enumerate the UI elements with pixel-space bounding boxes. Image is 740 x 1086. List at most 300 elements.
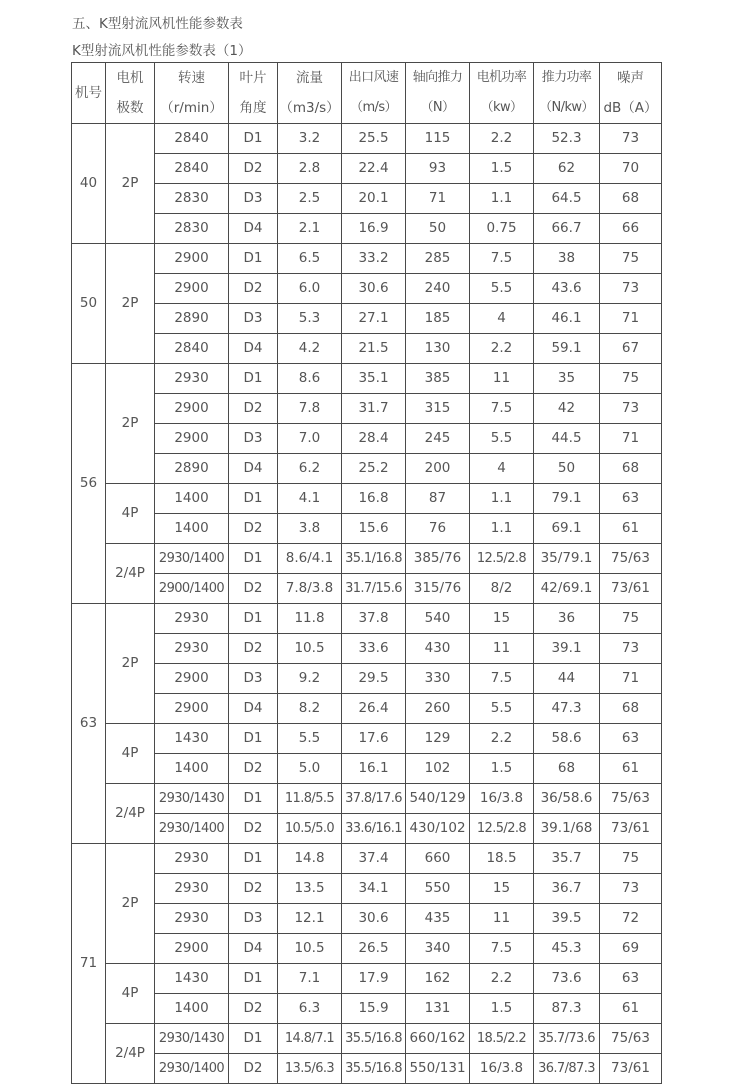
header-line: dB（A） xyxy=(603,100,658,116)
outlet-velocity-cell: 33.6/16.1 xyxy=(342,814,406,844)
thrust-power-cell: 39.5 xyxy=(534,904,600,934)
header-cell xyxy=(600,63,662,124)
flow-cell: 7.8 xyxy=(278,394,342,424)
outlet-velocity-cell: 25.5 xyxy=(342,124,406,154)
model-number-cell: 50 xyxy=(72,244,106,364)
noise-cell: 75 xyxy=(600,844,662,874)
motor-power-cell: 11 xyxy=(470,904,534,934)
axial-thrust-cell: 240 xyxy=(406,274,470,304)
blade-angle-cell: D4 xyxy=(229,454,278,484)
header-line: 电机功率 xyxy=(476,70,527,85)
flow-cell: 2.5 xyxy=(278,184,342,214)
noise-cell: 73 xyxy=(600,124,662,154)
axial-thrust-cell: 660/162 xyxy=(406,1024,470,1054)
table-row xyxy=(72,424,662,454)
motor-power-cell: 15 xyxy=(470,874,534,904)
header-cell xyxy=(106,63,155,124)
table-row xyxy=(72,754,662,784)
speed-cell: 2900 xyxy=(155,244,229,274)
speed-cell: 1400 xyxy=(155,484,229,514)
outlet-velocity-cell: 28.4 xyxy=(342,424,406,454)
motor-power-cell: 4 xyxy=(470,454,534,484)
flow-cell: 13.5 xyxy=(278,874,342,904)
axial-thrust-cell: 50 xyxy=(406,214,470,244)
axial-thrust-cell: 102 xyxy=(406,754,470,784)
thrust-power-cell: 46.1 xyxy=(534,304,600,334)
axial-thrust-cell: 71 xyxy=(406,184,470,214)
axial-thrust-cell: 430/102 xyxy=(406,814,470,844)
header-line: 推力功率 xyxy=(541,70,592,85)
header-line: 机号 xyxy=(75,85,102,101)
outlet-velocity-cell: 26.5 xyxy=(342,934,406,964)
outlet-velocity-cell: 34.1 xyxy=(342,874,406,904)
flow-cell: 6.2 xyxy=(278,454,342,484)
table-row xyxy=(72,214,662,244)
motor-power-cell: 1.1 xyxy=(470,184,534,214)
blade-angle-cell: D4 xyxy=(229,334,278,364)
speed-cell: 1400 xyxy=(155,514,229,544)
motor-power-cell: 16/3.8 xyxy=(470,784,534,814)
thrust-power-cell: 39.1/68 xyxy=(534,814,600,844)
noise-cell: 73/61 xyxy=(600,574,662,604)
header-line: 叶片 xyxy=(239,70,267,86)
flow-cell: 11.8 xyxy=(278,604,342,634)
thrust-power-cell: 43.6 xyxy=(534,274,600,304)
speed-cell: 1400 xyxy=(155,754,229,784)
axial-thrust-cell: 200 xyxy=(406,454,470,484)
table-row xyxy=(72,964,662,994)
thrust-power-cell: 58.6 xyxy=(534,724,600,754)
header-line: 出口风速 xyxy=(348,70,399,85)
speed-cell: 2930/1430 xyxy=(155,784,229,814)
outlet-velocity-cell: 17.9 xyxy=(342,964,406,994)
outlet-velocity-cell: 37.8 xyxy=(342,604,406,634)
table-row xyxy=(72,334,662,364)
noise-cell: 75 xyxy=(600,364,662,394)
noise-cell: 63 xyxy=(600,484,662,514)
outlet-velocity-cell: 22.4 xyxy=(342,154,406,184)
noise-cell: 66 xyxy=(600,214,662,244)
header-line: （m3/s） xyxy=(279,100,340,116)
motor-poles-cell: 2/4P xyxy=(106,1024,155,1084)
model-number-cell: 56 xyxy=(72,364,106,604)
thrust-power-cell: 36/58.6 xyxy=(534,784,600,814)
thrust-power-cell: 45.3 xyxy=(534,934,600,964)
axial-thrust-cell: 130 xyxy=(406,334,470,364)
blade-angle-cell: D1 xyxy=(229,964,278,994)
motor-poles-cell: 4P xyxy=(106,484,155,544)
flow-cell: 6.3 xyxy=(278,994,342,1024)
table-row xyxy=(72,1054,662,1084)
table-row xyxy=(72,784,662,814)
blade-angle-cell: D4 xyxy=(229,934,278,964)
motor-poles-cell: 2/4P xyxy=(106,784,155,844)
table-row xyxy=(72,664,662,694)
thrust-power-cell: 68 xyxy=(534,754,600,784)
flow-cell: 4.1 xyxy=(278,484,342,514)
noise-cell: 68 xyxy=(600,454,662,484)
blade-angle-cell: D2 xyxy=(229,394,278,424)
outlet-velocity-cell: 35.5/16.8 xyxy=(342,1054,406,1084)
header-line: 噪声 xyxy=(617,70,644,86)
outlet-velocity-cell: 35.1 xyxy=(342,364,406,394)
table-row xyxy=(72,844,662,874)
blade-angle-cell: D1 xyxy=(229,724,278,754)
noise-cell: 73 xyxy=(600,274,662,304)
motor-power-cell: 4 xyxy=(470,304,534,334)
motor-power-cell: 7.5 xyxy=(470,244,534,274)
outlet-velocity-cell: 25.2 xyxy=(342,454,406,484)
motor-power-cell: 2.2 xyxy=(470,334,534,364)
blade-angle-cell: D1 xyxy=(229,1024,278,1054)
blade-angle-cell: D1 xyxy=(229,604,278,634)
motor-poles-cell: 2P xyxy=(106,124,155,244)
motor-power-cell: 18.5 xyxy=(470,844,534,874)
blade-angle-cell: D2 xyxy=(229,1054,278,1084)
noise-cell: 75 xyxy=(600,604,662,634)
thrust-power-cell: 79.1 xyxy=(534,484,600,514)
outlet-velocity-cell: 30.6 xyxy=(342,274,406,304)
axial-thrust-cell: 385 xyxy=(406,364,470,394)
flow-cell: 10.5 xyxy=(278,634,342,664)
flow-cell: 7.1 xyxy=(278,964,342,994)
speed-cell: 2830 xyxy=(155,184,229,214)
noise-cell: 73/61 xyxy=(600,814,662,844)
table-row xyxy=(72,124,662,154)
table-row xyxy=(72,184,662,214)
table-row xyxy=(72,484,662,514)
noise-cell: 73 xyxy=(600,634,662,664)
flow-cell: 5.5 xyxy=(278,724,342,754)
axial-thrust-cell: 131 xyxy=(406,994,470,1024)
table-row xyxy=(72,604,662,634)
flow-cell: 6.5 xyxy=(278,244,342,274)
motor-power-cell: 7.5 xyxy=(470,934,534,964)
speed-cell: 2900 xyxy=(155,694,229,724)
axial-thrust-cell: 330 xyxy=(406,664,470,694)
noise-cell: 63 xyxy=(600,724,662,754)
thrust-power-cell: 35.7/73.6 xyxy=(534,1024,600,1054)
motor-power-cell: 1.1 xyxy=(470,484,534,514)
blade-angle-cell: D3 xyxy=(229,424,278,454)
thrust-power-cell: 47.3 xyxy=(534,694,600,724)
table-row xyxy=(72,274,662,304)
noise-cell: 68 xyxy=(600,694,662,724)
table-row xyxy=(72,304,662,334)
flow-cell: 7.0 xyxy=(278,424,342,454)
header-line: （r/min） xyxy=(160,100,223,116)
motor-power-cell: 16/3.8 xyxy=(470,1054,534,1084)
blade-angle-cell: D1 xyxy=(229,124,278,154)
axial-thrust-cell: 385/76 xyxy=(406,544,470,574)
table-row xyxy=(72,514,662,544)
axial-thrust-cell: 76 xyxy=(406,514,470,544)
noise-cell: 67 xyxy=(600,334,662,364)
speed-cell: 2930 xyxy=(155,634,229,664)
flow-cell: 10.5 xyxy=(278,934,342,964)
outlet-velocity-cell: 35.5/16.8 xyxy=(342,1024,406,1054)
motor-poles-cell: 4P xyxy=(106,724,155,784)
header-cell xyxy=(229,63,278,124)
table-row xyxy=(72,574,662,604)
motor-power-cell: 5.5 xyxy=(470,694,534,724)
speed-cell: 2930/1400 xyxy=(155,814,229,844)
speed-cell: 2900 xyxy=(155,424,229,454)
outlet-velocity-cell: 30.6 xyxy=(342,904,406,934)
axial-thrust-cell: 315 xyxy=(406,394,470,424)
thrust-power-cell: 42/69.1 xyxy=(534,574,600,604)
header-line: 电机 xyxy=(116,70,144,86)
thrust-power-cell: 35/79.1 xyxy=(534,544,600,574)
flow-cell: 11.8/5.5 xyxy=(278,784,342,814)
header-line: 轴向推力 xyxy=(412,70,463,85)
motor-power-cell: 2.2 xyxy=(470,964,534,994)
motor-power-cell: 18.5/2.2 xyxy=(470,1024,534,1054)
noise-cell: 70 xyxy=(600,154,662,184)
speed-cell: 2900 xyxy=(155,664,229,694)
header-row xyxy=(72,63,662,124)
header-cell xyxy=(534,63,600,124)
motor-power-cell: 7.5 xyxy=(470,664,534,694)
speed-cell: 2900 xyxy=(155,394,229,424)
speed-cell: 2840 xyxy=(155,334,229,364)
outlet-velocity-cell: 33.6 xyxy=(342,634,406,664)
speed-cell: 2840 xyxy=(155,124,229,154)
outlet-velocity-cell: 20.1 xyxy=(342,184,406,214)
speed-cell: 2900 xyxy=(155,274,229,304)
motor-poles-cell: 2/4P xyxy=(106,544,155,604)
table-row xyxy=(72,154,662,184)
axial-thrust-cell: 185 xyxy=(406,304,470,334)
thrust-power-cell: 36.7 xyxy=(534,874,600,904)
performance-table xyxy=(71,62,662,1084)
motor-power-cell: 0.75 xyxy=(470,214,534,244)
noise-cell: 71 xyxy=(600,304,662,334)
axial-thrust-cell: 162 xyxy=(406,964,470,994)
flow-cell: 5.3 xyxy=(278,304,342,334)
speed-cell: 2830 xyxy=(155,214,229,244)
thrust-power-cell: 50 xyxy=(534,454,600,484)
flow-cell: 12.1 xyxy=(278,904,342,934)
speed-cell: 1430 xyxy=(155,964,229,994)
axial-thrust-cell: 660 xyxy=(406,844,470,874)
header-line: （kw） xyxy=(480,100,523,115)
speed-cell: 2900 xyxy=(155,934,229,964)
speed-cell: 2930 xyxy=(155,904,229,934)
noise-cell: 73/61 xyxy=(600,1054,662,1084)
section-title: 五、K型射流风机性能参数表 xyxy=(72,16,243,32)
header-cell xyxy=(155,63,229,124)
motor-power-cell: 2.2 xyxy=(470,724,534,754)
axial-thrust-cell: 340 xyxy=(406,934,470,964)
model-number-cell: 63 xyxy=(72,604,106,844)
table-row xyxy=(72,994,662,1024)
outlet-velocity-cell: 17.6 xyxy=(342,724,406,754)
motor-poles-cell: 2P xyxy=(106,364,155,484)
noise-cell: 68 xyxy=(600,184,662,214)
flow-cell: 2.8 xyxy=(278,154,342,184)
blade-angle-cell: D1 xyxy=(229,844,278,874)
noise-cell: 72 xyxy=(600,904,662,934)
model-number-cell: 40 xyxy=(72,124,106,244)
motor-poles-cell: 2P xyxy=(106,604,155,724)
outlet-velocity-cell: 35.1/16.8 xyxy=(342,544,406,574)
outlet-velocity-cell: 29.5 xyxy=(342,664,406,694)
noise-cell: 75/63 xyxy=(600,784,662,814)
axial-thrust-cell: 285 xyxy=(406,244,470,274)
thrust-power-cell: 87.3 xyxy=(534,994,600,1024)
header-line: （N/kw） xyxy=(539,100,594,115)
speed-cell: 2900/1400 xyxy=(155,574,229,604)
axial-thrust-cell: 129 xyxy=(406,724,470,754)
thrust-power-cell: 38 xyxy=(534,244,600,274)
blade-angle-cell: D2 xyxy=(229,814,278,844)
outlet-velocity-cell: 37.4 xyxy=(342,844,406,874)
axial-thrust-cell: 315/76 xyxy=(406,574,470,604)
thrust-power-cell: 66.7 xyxy=(534,214,600,244)
axial-thrust-cell: 93 xyxy=(406,154,470,184)
header-cell xyxy=(406,63,470,124)
flow-cell: 2.1 xyxy=(278,214,342,244)
flow-cell: 3.8 xyxy=(278,514,342,544)
outlet-velocity-cell: 16.9 xyxy=(342,214,406,244)
outlet-velocity-cell: 16.8 xyxy=(342,484,406,514)
header-line: （m/s） xyxy=(350,100,397,115)
table-row xyxy=(72,244,662,274)
speed-cell: 2930 xyxy=(155,604,229,634)
noise-cell: 61 xyxy=(600,754,662,784)
noise-cell: 69 xyxy=(600,934,662,964)
motor-power-cell: 15 xyxy=(470,604,534,634)
table-row xyxy=(72,814,662,844)
thrust-power-cell: 69.1 xyxy=(534,514,600,544)
model-number-cell: 71 xyxy=(72,844,106,1084)
table-row xyxy=(72,394,662,424)
noise-cell: 73 xyxy=(600,874,662,904)
header-line: 角度 xyxy=(239,100,267,116)
outlet-velocity-cell: 27.1 xyxy=(342,304,406,334)
flow-cell: 3.2 xyxy=(278,124,342,154)
speed-cell: 2890 xyxy=(155,304,229,334)
thrust-power-cell: 52.3 xyxy=(534,124,600,154)
speed-cell: 2840 xyxy=(155,154,229,184)
header-line: 转速 xyxy=(178,70,205,86)
noise-cell: 75 xyxy=(600,244,662,274)
motor-power-cell: 11 xyxy=(470,364,534,394)
outlet-velocity-cell: 21.5 xyxy=(342,334,406,364)
blade-angle-cell: D1 xyxy=(229,484,278,514)
flow-cell: 5.0 xyxy=(278,754,342,784)
blade-angle-cell: D2 xyxy=(229,154,278,184)
outlet-velocity-cell: 26.4 xyxy=(342,694,406,724)
motor-power-cell: 7.5 xyxy=(470,394,534,424)
flow-cell: 14.8/7.1 xyxy=(278,1024,342,1054)
noise-cell: 75/63 xyxy=(600,1024,662,1054)
motor-power-cell: 11 xyxy=(470,634,534,664)
noise-cell: 61 xyxy=(600,514,662,544)
thrust-power-cell: 36.7/87.3 xyxy=(534,1054,600,1084)
blade-angle-cell: D4 xyxy=(229,214,278,244)
axial-thrust-cell: 260 xyxy=(406,694,470,724)
speed-cell: 2930 xyxy=(155,874,229,904)
flow-cell: 13.5/6.3 xyxy=(278,1054,342,1084)
motor-poles-cell: 2P xyxy=(106,244,155,364)
blade-angle-cell: D2 xyxy=(229,994,278,1024)
motor-power-cell: 1.5 xyxy=(470,994,534,1024)
flow-cell: 14.8 xyxy=(278,844,342,874)
motor-power-cell: 5.5 xyxy=(470,274,534,304)
thrust-power-cell: 59.1 xyxy=(534,334,600,364)
blade-angle-cell: D3 xyxy=(229,904,278,934)
outlet-velocity-cell: 16.1 xyxy=(342,754,406,784)
blade-angle-cell: D1 xyxy=(229,364,278,394)
noise-cell: 71 xyxy=(600,664,662,694)
table-row xyxy=(72,1024,662,1054)
table-row xyxy=(72,634,662,664)
thrust-power-cell: 44 xyxy=(534,664,600,694)
table-row xyxy=(72,544,662,574)
thrust-power-cell: 42 xyxy=(534,394,600,424)
thrust-power-cell: 73.6 xyxy=(534,964,600,994)
blade-angle-cell: D2 xyxy=(229,274,278,304)
blade-angle-cell: D1 xyxy=(229,244,278,274)
header-cell xyxy=(342,63,406,124)
motor-power-cell: 1.5 xyxy=(470,154,534,184)
thrust-power-cell: 39.1 xyxy=(534,634,600,664)
thrust-power-cell: 35.7 xyxy=(534,844,600,874)
header-line: 极数 xyxy=(116,100,144,116)
axial-thrust-cell: 550 xyxy=(406,874,470,904)
flow-cell: 4.2 xyxy=(278,334,342,364)
axial-thrust-cell: 540/129 xyxy=(406,784,470,814)
speed-cell: 2930/1400 xyxy=(155,1054,229,1084)
outlet-velocity-cell: 37.8/17.6 xyxy=(342,784,406,814)
header-line: 流量 xyxy=(296,70,323,86)
thrust-power-cell: 64.5 xyxy=(534,184,600,214)
noise-cell: 71 xyxy=(600,424,662,454)
header-cell xyxy=(72,63,106,124)
noise-cell: 75/63 xyxy=(600,544,662,574)
blade-angle-cell: D2 xyxy=(229,574,278,604)
thrust-power-cell: 62 xyxy=(534,154,600,184)
outlet-velocity-cell: 15.6 xyxy=(342,514,406,544)
noise-cell: 61 xyxy=(600,994,662,1024)
motor-power-cell: 2.2 xyxy=(470,124,534,154)
flow-cell: 8.6/4.1 xyxy=(278,544,342,574)
noise-cell: 73 xyxy=(600,394,662,424)
table-row xyxy=(72,454,662,484)
blade-angle-cell: D3 xyxy=(229,184,278,214)
speed-cell: 2930 xyxy=(155,844,229,874)
flow-cell: 8.2 xyxy=(278,694,342,724)
header-line: （N） xyxy=(420,100,455,115)
noise-cell: 63 xyxy=(600,964,662,994)
motor-poles-cell: 2P xyxy=(106,844,155,964)
speed-cell: 2930/1430 xyxy=(155,1024,229,1054)
speed-cell: 2930/1400 xyxy=(155,544,229,574)
table-title: K型射流风机性能参数表（1） xyxy=(72,43,252,59)
flow-cell: 8.6 xyxy=(278,364,342,394)
outlet-velocity-cell: 31.7/15.6 xyxy=(342,574,406,604)
outlet-velocity-cell: 31.7 xyxy=(342,394,406,424)
thrust-power-cell: 44.5 xyxy=(534,424,600,454)
motor-power-cell: 5.5 xyxy=(470,424,534,454)
blade-angle-cell: D2 xyxy=(229,874,278,904)
motor-power-cell: 1.1 xyxy=(470,514,534,544)
axial-thrust-cell: 540 xyxy=(406,604,470,634)
table-row xyxy=(72,934,662,964)
flow-cell: 7.8/3.8 xyxy=(278,574,342,604)
